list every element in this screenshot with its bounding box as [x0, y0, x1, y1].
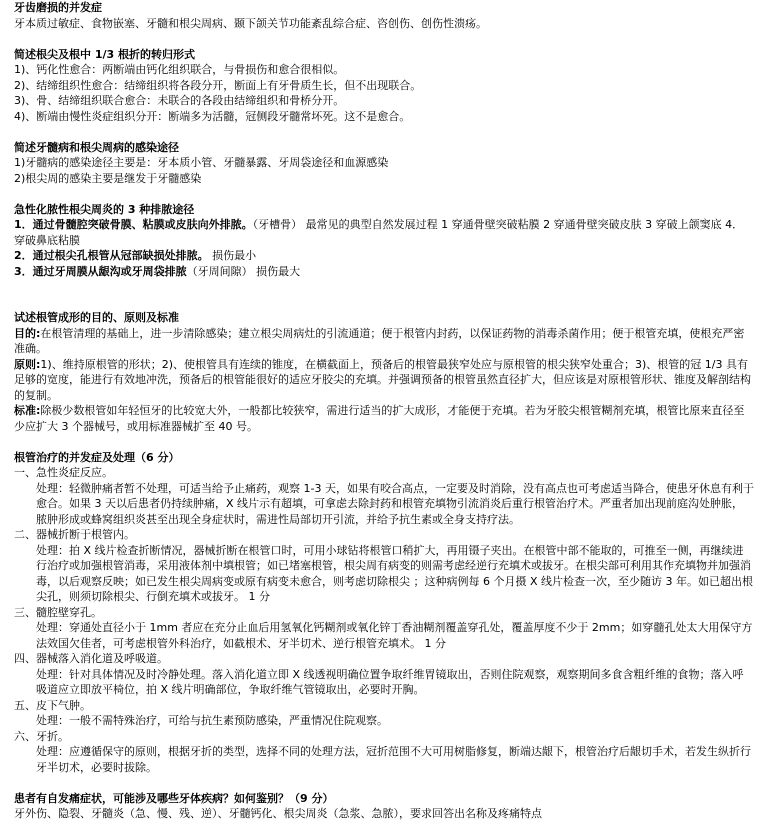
item-body: 处理：轻微肿痛者暂不处理，可适当给予止痛药，观察 1-3 天，如果有咬合高点，一定要及时消除，没有高点也可考虑适当降合，使患牙休息有利于愈合。如果 3 天以后患者仍持续肿痛，X 线片示有超填，可拿虑去除封药和根管充填物引流消炎后重行根管治疗术。严重者加出现前庭沟处肿胀，脓肿形成或蜂窝组织炎甚至出现全身症状时，需进性局部切开引流，并给予抗生素或全身支持疗法。	[36, 481, 754, 526]
section-title-tooth-wear: 牙齿磨损的并发症	[14, 1, 102, 14]
item-text: （牙周间隙） 损伤最大	[186, 264, 301, 278]
item-body: 处理：穿通处直径小于 1mm 者应在充分止血后用氢氧化钙糊剂或氧化锌丁香油糊剂覆盖穿孔处，覆盖厚度不少于 2mm；如穿髓孔处太大用保守方法效国欠佳者，可考虑根管外科治疗，如截根术、牙半切术、逆行根管充填术。 1 分	[36, 621, 753, 650]
section-title-root-fracture: 简述根尖及根中 1/3 根折的转归形式	[14, 47, 195, 61]
item-text: 损伤最小	[208, 249, 257, 262]
section-title-pus-drainage: 急性化脓性根尖周炎的 3 种排脓途径	[14, 202, 195, 216]
paragraph: 牙外伤、隐裂、牙髓炎（急、慢、残、逆）、牙髓钙化、根尖周炎（急浆、急脓），要求回答出名称及疼痛特点	[14, 807, 542, 820]
item-head: 三、髓腔壁穿孔。	[14, 605, 102, 619]
list-item	[14, 217, 754, 248]
item-body: 处理：应遵循保守的原则，根据牙折的类型，选择不同的处理方法，冠折范围不大可用树脂修复，断端达龈下，根管治疗后龈切手术，若发生纵折行牙半切术，必要时拔除。	[36, 745, 751, 774]
item-body: 处理：针对具体情况及时冷静处理。落入消化道立即 X 线透视明确位置争取纤维胃镜取出，否则住院观察，观察期间多食含粗纤维的食物；落入呼吸道应立即放平椅位，拍 X 线片明确部位，争取纤维气管镜取出，必要时开胸。	[36, 667, 744, 696]
paragraph	[14, 357, 754, 404]
item-text: （牙槽骨） 最常见的典型自然发展过程 1 穿通骨壁突破粘膜 2 穿通骨壁突破皮肤 3 穿破上颌窦底 4．穿破鼻底粘膜	[14, 218, 744, 247]
term-label: 原则:	[14, 357, 41, 371]
section-title-complications: 根管治疗的并发症及处理（6 分）	[14, 450, 180, 464]
section-title-infection-route: 简述牙髓病和根尖周病的感染途径	[14, 140, 179, 154]
section-title-root-canal-shaping: 试述根管成形的目的、原则及标准	[14, 311, 179, 324]
list-item: 2)、结缔组织性愈合：结缔组织将各段分开，断面上有牙骨质生长，但不出现联合。	[14, 78, 422, 92]
term-text: 在根管清理的基础上，进一步清除感染；建立根尖周病灶的引流通道；便于根管内封药，以保证药物的消毒杀菌作用；便于根管充填，使根充严密准确。	[14, 326, 745, 355]
term-label: 目的:	[14, 326, 41, 340]
term-text: 1)、维持原根管的形状；2)、使根管具有连续的锥度，在横截面上，预备后的根管最狭窄处应与原根管的根尖狭窄处重合；3)、根管的冠 1/3 具有足够的宽度，能进行有效地冲洗，预备后的根管能很好的适应牙胶尖的充填。并强调预备的根管虽然直径扩大，但应该是对原根管形状、锥度及解剖结构的复制。	[14, 357, 751, 402]
item-head: 六、牙折。	[14, 729, 69, 743]
item-head: 五、皮下气肿。	[14, 698, 91, 712]
item-head: 一、急性炎症反应。	[14, 466, 113, 479]
item-lead: 3．通过牙周膜从龈沟或牙周袋排脓	[14, 264, 187, 278]
list-item: 1)、钙化性愈合：两断端由钙化组织联合，与骨损伤和愈合很相似。	[14, 63, 345, 76]
item-lead: 2．通过根尖孔根管从冠部缺损处排脓。	[14, 249, 209, 262]
paragraph: 牙本质过敏症、食物嵌塞、牙髓和根尖周病、颞下颌关节功能紊乱综合症、咨创伤、创伤性溃疡。	[14, 16, 487, 30]
item-lead: 1．通过骨髓腔突破骨膜、粘膜或皮肤向外排脓。	[14, 218, 253, 231]
term-text: 除极少数根管如年轻恒牙的比较宽大外，一般都比较狭窄，需进行适当的扩大成形，才能便于充填。若为牙胶尖根管糊剂充填，根管比原来直径至少应扩大 3 个器械号，或用标准器械扩至 40 号。	[14, 404, 745, 433]
document	[14, 0, 754, 822]
list-item: 2)根尖周的感染主要是继发于牙髓感染	[14, 171, 202, 185]
item-head: 二、器械折断于根管内。	[14, 528, 135, 541]
list-item: 1)牙髓病的感染途径主要是：牙本质小管、牙髓暴露、牙周袋途径和血源感染	[14, 156, 389, 169]
list-item: 3)、骨、结缔组织联合愈合：未联合的各段由结缔组织和骨桥分开。	[14, 94, 345, 107]
paragraph	[14, 403, 754, 434]
section-title-spontaneous-pain: 患者有自发痛症状，可能涉及哪些牙体疾病？如何鉴别？（9 分）	[14, 791, 334, 805]
item-body: 处理：拍 X 线片检查折断情况，器械折断在根管口时，可用小球钻将根管口稍扩大，再用镊子夹出。在根管中部不能取的，可推至一侧，再继续进行治疗或加强根管消毒，采用液体剂中填根管；如已堵塞根管，根尖周有病变的则需考虑经逆行充填术或拔牙。在根尖部可利用其作充填物并加强消毒，以后观察反映；如已发生根尖周病变或原有病变未愈合，则考虑切除根尖 ；这种病例每 6 个月摄 X 线片检查一次，至少随访 3 年。如已超出根尖孔，则须切除根尖、行倒充填术或拔牙。 1 分	[36, 543, 754, 603]
list-item	[14, 264, 754, 280]
paragraph	[14, 326, 754, 357]
list-item	[14, 248, 754, 264]
list-item: 4)、断端由慢性炎症组织分开：断端多为活髓，冠侧段牙髓常坏死。这不是愈合。	[14, 109, 411, 123]
item-body: 处理：一般不需特殊治疗，可给与抗生素预防感染，严重情况住院观察。	[36, 714, 388, 727]
item-head: 四、器械落入消化道及呼吸道。	[14, 652, 168, 665]
term-label: 标准:	[14, 404, 41, 417]
